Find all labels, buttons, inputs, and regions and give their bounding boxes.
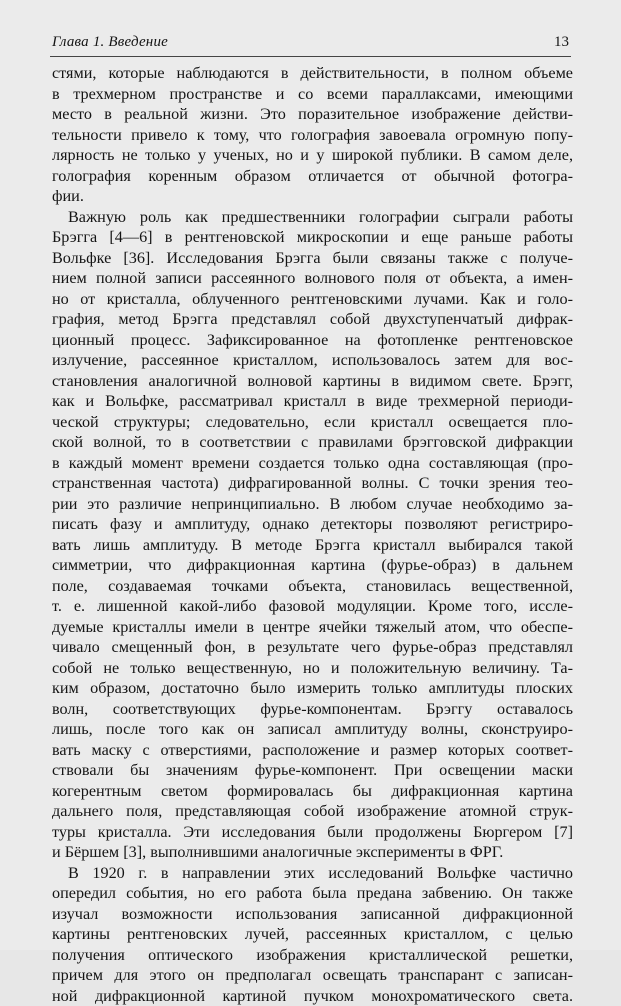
text-line: фии.: [52, 186, 573, 207]
text-line: лярность не только у ученых, но и у широкой публики. В самом деле,: [52, 145, 573, 166]
text-line: т. е. лишенной какой-либо фазовой модуляции. Кроме того, иссле-: [52, 596, 573, 617]
paragraph: [52, 863, 573, 1006]
body-text: [52, 63, 573, 1006]
text-line: причем для этого он предполагал освещать транспарант с записан-: [52, 965, 573, 986]
text-line: вать маску с отверстиями, расположение и размер которых соответ-: [52, 740, 573, 761]
text-line: симметрии, что дифракционная картина (фурье-образ) в дальнем: [52, 555, 573, 576]
text-line: ческой структуры; следовательно, если кристалл освещается пло-: [52, 412, 573, 433]
text-line: получения оптического изображения кристаллической решетки,: [52, 945, 573, 966]
text-line: место в реальной жизни. Это поразительное изображение действи-: [52, 104, 573, 125]
text-line: дальнего поля, представляющая собой изображение атомной струк-: [52, 801, 573, 822]
text-line: изучал возможности использования записанной дифракционной: [52, 904, 573, 925]
text-line: дуемые кристаллы имели в центре ячейки тяжелый атом, что обеспе-: [52, 617, 573, 638]
text-line: излучение, рассеянное кристаллом, использовалось затем для вос-: [52, 350, 573, 371]
text-line: становления аналогичной волновой картины в видимом свете. Брэгг,: [52, 371, 573, 392]
text-line: Вольфке [36]. Исследования Брэгга были связаны также с получе-: [52, 248, 573, 269]
text-line: рии это различие непринципиально. В любом случае необходимо за-: [52, 494, 573, 515]
header-rule: [50, 56, 571, 57]
text-line: странственная частота) дифрагированной волны. С точки зрения тео-: [52, 473, 573, 494]
text-line: нием полной записи рассеянного волнового поля от объекта, а имен-: [52, 268, 573, 289]
text-line: ционный процесс. Зафиксированное на фотопленке рентгеновское: [52, 330, 573, 351]
text-line: лишь, после того как он записал амплитуду волны, сконструиро-: [52, 719, 573, 740]
text-line: картины рентгеновских лучей, рассеянных кристаллом, с целью: [52, 924, 573, 945]
chapter-title: Глава 1. Введение: [52, 34, 168, 51]
text-line: туры кристалла. Эти исследования были продолжены Бюргером [7]: [52, 822, 573, 843]
text-line: как и Вольфке, рассматривал кристалл в виде трехмерной периоди-: [52, 391, 573, 412]
text-line: Брэгга [4—6] в рентгеновской микроскопии и еще раньше работы: [52, 227, 573, 248]
text-line: ствовали бы значениям фурье-компонент. При освещении маски: [52, 760, 573, 781]
text-line: голография коренным образом отличается от обычной фотогра-: [52, 166, 573, 187]
text-line: графия, метод Брэгга представлял собой двухступенчатый дифрак-: [52, 309, 573, 330]
text-line: волн, соответствующих фурье-компонентам. Брэггу оставалось: [52, 699, 573, 720]
text-line: ской волной, то в соответствии с правилами брэгговской дифракции: [52, 432, 573, 453]
text-line: чивало смещенный фон, в результате чего фурье-образ представлял: [52, 637, 573, 658]
text-line: вать лишь амплитуду. В методе Брэгга кристалл выбирался такой: [52, 535, 573, 556]
text-line: в трехмерном пространстве и со всеми параллаксами, имеющими: [52, 84, 573, 105]
text-line: поле, создаваемая точками объекта, становилась вещественной,: [52, 576, 573, 597]
text-line: В 1920 г. в направлении этих исследований Вольфке частично: [52, 863, 573, 884]
text-line: ким образом, достаточно было измерить только амплитуды плоских: [52, 678, 573, 699]
text-line: писать фазу и амплитуду, однако детекторы позволяют регистриро-: [52, 514, 573, 535]
text-line: но от кристалла, облученного рентгеновскими лучами. Как и голо-: [52, 289, 573, 310]
text-line: тельности привело к тому, что голография завоевала огромную попу-: [52, 125, 573, 146]
text-line: стями, которые наблюдаются в действительности, в полном объеме: [52, 63, 573, 84]
text-line: в каждый момент времени создается только одна составляющая (про-: [52, 453, 573, 474]
text-line: собой не только вещественную, но и положительную величину. Та-: [52, 658, 573, 679]
paragraph: [52, 63, 573, 207]
text-line: и Бёршем [3], выполнившими аналогичные эксперименты в ФРГ.: [52, 842, 573, 863]
page-number: 13: [554, 34, 569, 51]
text-line: Важную роль как предшественники голографии сыграли работы: [52, 207, 573, 228]
paragraph: [52, 207, 573, 863]
text-line: когерентным светом формировалась бы дифракционная картина: [52, 781, 573, 802]
text-line: ной дифракционной картиной пучком монохроматического света.: [52, 986, 573, 1006]
text-line: опередил события, но его работа была предана забвению. Он также: [52, 883, 573, 904]
running-head: [52, 34, 569, 56]
